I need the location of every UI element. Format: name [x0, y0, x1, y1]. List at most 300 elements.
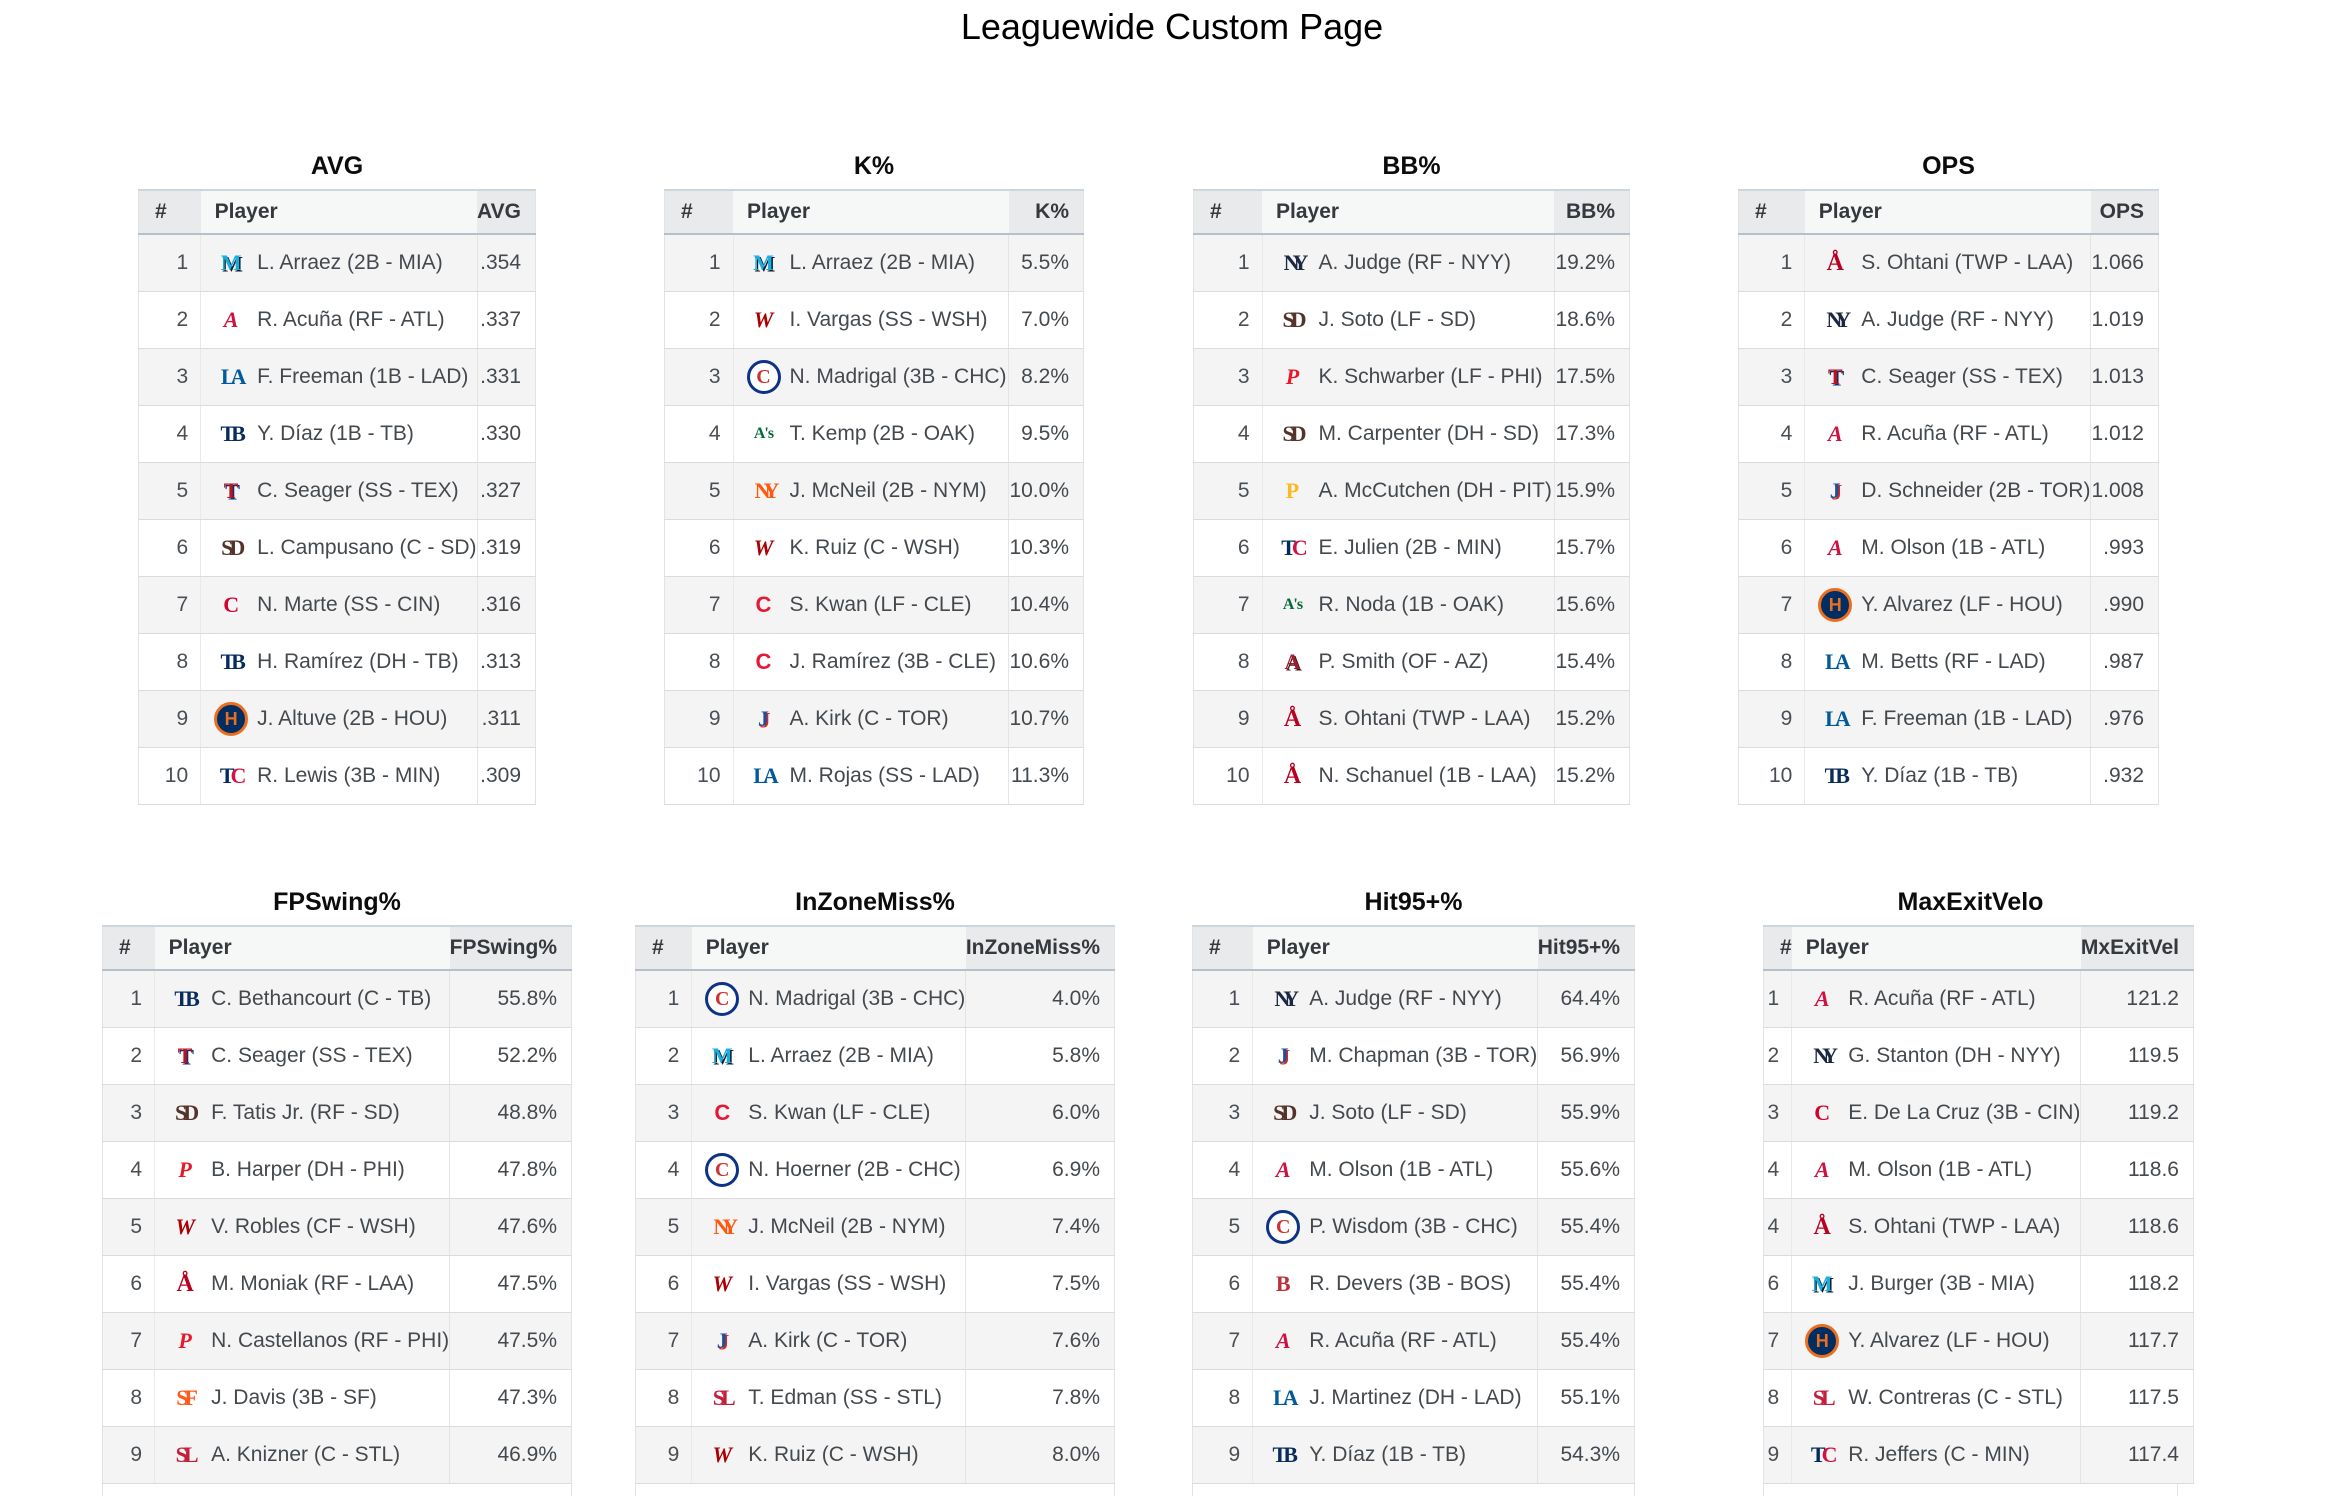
rank-cell: 6	[1193, 1256, 1253, 1313]
player-name: C. Bethancourt (C - TB)	[211, 987, 432, 1010]
player-cell	[1262, 463, 1554, 520]
column-header-player[interactable]: Player	[201, 190, 477, 234]
rank-cell: 7	[1194, 577, 1263, 634]
table-row	[1764, 1028, 2194, 1085]
stat-value: 9.5%	[1009, 406, 1084, 463]
rank-cell: 4	[1739, 406, 1805, 463]
stat-value: .316	[477, 577, 535, 634]
table-row	[1194, 520, 1630, 577]
player-cell	[692, 1028, 966, 1085]
player-cell	[692, 1427, 966, 1484]
header-row	[1193, 926, 1635, 970]
table-row	[1193, 1199, 1635, 1256]
player-name: M. Rojas (SS - LAD)	[789, 764, 980, 787]
player-name: A. Judge (RF - NYY)	[1861, 308, 2054, 331]
player-cell	[1805, 691, 2091, 748]
stat-value: 15.4%	[1554, 634, 1629, 691]
rank-cell: 1	[139, 234, 201, 292]
stat-value: 55.1%	[1538, 1370, 1635, 1427]
team-logo-hou-icon: H	[1818, 588, 1852, 622]
stat-value: .976	[2091, 691, 2159, 748]
column-header-player[interactable]: Player	[1262, 190, 1554, 234]
player-cell	[733, 463, 1009, 520]
table-row	[1194, 349, 1630, 406]
player-cell	[1805, 520, 2091, 577]
rank-cell: 4	[139, 406, 201, 463]
column-header-rank[interactable]: #	[1764, 926, 1792, 970]
player-name: J. Davis (3B - SF)	[211, 1386, 377, 1409]
clipped-row	[102, 1484, 572, 1496]
table-row	[665, 691, 1084, 748]
team-logo-oak-icon: A's	[753, 425, 774, 442]
player-name: R. Noda (1B - OAK)	[1318, 593, 1505, 616]
rank-cell: 1	[1193, 970, 1253, 1028]
player-name: L. Campusano (C - SD)	[257, 536, 477, 559]
table-row	[636, 1313, 1115, 1370]
team-logo-laa-icon: Å	[1826, 250, 1844, 276]
player-cell	[1792, 1028, 2081, 1085]
player-name: S. Kwan (LF - CLE)	[748, 1101, 931, 1124]
table-row	[1193, 1427, 1635, 1484]
rank-cell: 6	[636, 1256, 692, 1313]
rank-cell: 8	[139, 634, 201, 691]
rank-cell: 3	[1764, 1085, 1792, 1142]
column-header-player[interactable]: Player	[155, 926, 450, 970]
rank-cell: 6	[1739, 520, 1805, 577]
table-row	[103, 1085, 572, 1142]
stat-value: 1.066	[2091, 234, 2159, 292]
player-cell	[1792, 1427, 2081, 1484]
table-row	[1739, 577, 2159, 634]
player-name: J. Soto (LF - SD)	[1318, 308, 1477, 331]
team-logo-cle-icon: C	[755, 649, 772, 674]
team-logo-tb-icon: TB	[220, 649, 242, 674]
stat-value: 121.2	[2081, 970, 2194, 1028]
player-cell	[1262, 634, 1554, 691]
column-header-stat[interactable]: OPS	[2091, 190, 2159, 234]
table-row	[1193, 1256, 1635, 1313]
team-logo-sf-icon: SF	[176, 1385, 194, 1410]
stat-value: .932	[2091, 748, 2159, 805]
stat-value: 8.0%	[966, 1427, 1115, 1484]
table-row	[103, 1028, 572, 1085]
player-name: R. Acuña (RF - ATL)	[1309, 1329, 1497, 1352]
column-header-rank[interactable]: #	[139, 190, 201, 234]
stat-table	[664, 149, 1084, 805]
team-logo-tex-icon: T	[223, 478, 239, 503]
leaderboard-table	[138, 189, 536, 805]
rank-cell: 6	[665, 520, 734, 577]
table-title: Hit95+%	[1364, 888, 1463, 916]
table-row	[1739, 406, 2159, 463]
player-cell	[1805, 634, 2091, 691]
table-title: OPS	[1922, 152, 1975, 180]
team-logo-tex-icon: T	[1827, 364, 1843, 389]
team-logo-nyy-icon: NY	[1826, 307, 1845, 332]
team-logo-hou-icon: H	[214, 702, 248, 736]
team-logo-az-icon: A	[1284, 649, 1301, 674]
stat-value: 7.8%	[966, 1370, 1115, 1427]
column-header-rank[interactable]: #	[1193, 926, 1253, 970]
column-header-player[interactable]: Player	[733, 190, 1009, 234]
player-name: J. Martinez (DH - LAD)	[1309, 1386, 1522, 1409]
player-name: R. Lewis (3B - MIN)	[257, 764, 441, 787]
stat-table	[1192, 885, 1635, 1496]
column-header-player[interactable]: Player	[1805, 190, 2091, 234]
header-row	[1194, 190, 1630, 234]
column-header-rank[interactable]: #	[1739, 190, 1805, 234]
column-header-stat[interactable]: Hit95+%	[1538, 926, 1635, 970]
table-row	[103, 1256, 572, 1313]
rank-cell: 1	[103, 970, 155, 1028]
player-cell	[155, 1085, 450, 1142]
table-row	[1764, 1256, 2194, 1313]
table-title: BB%	[1382, 152, 1441, 180]
table-row	[1764, 1142, 2194, 1199]
stat-value: 7.0%	[1009, 292, 1084, 349]
player-name: V. Robles (CF - WSH)	[211, 1215, 416, 1238]
player-cell	[155, 1427, 450, 1484]
rank-cell: 8	[1194, 634, 1263, 691]
player-cell	[733, 748, 1009, 805]
stat-value: 117.5	[2081, 1370, 2194, 1427]
rank-cell: 4	[1764, 1142, 1792, 1199]
player-cell	[692, 1085, 966, 1142]
stat-value: 18.6%	[1554, 292, 1629, 349]
table-title: FPSwing%	[273, 888, 401, 916]
table-row	[1739, 634, 2159, 691]
clipped-row	[635, 1484, 1115, 1496]
table-row	[103, 1142, 572, 1199]
rank-cell: 9	[1764, 1427, 1792, 1484]
player-cell	[733, 406, 1009, 463]
rank-cell: 1	[1764, 970, 1792, 1028]
stat-value: .313	[477, 634, 535, 691]
column-header-stat[interactable]: AVG	[477, 190, 535, 234]
player-cell	[1253, 1085, 1538, 1142]
stat-value: .987	[2091, 634, 2159, 691]
player-cell	[201, 292, 477, 349]
leaderboard-table	[1192, 925, 1635, 1484]
rank-cell: 4	[103, 1142, 155, 1199]
player-name: Y. Díaz (1B - TB)	[1309, 1443, 1467, 1466]
stat-value: 118.6	[2081, 1142, 2194, 1199]
player-cell	[1792, 970, 2081, 1028]
table-row	[1739, 349, 2159, 406]
rank-cell: 3	[103, 1085, 155, 1142]
table-row	[1194, 292, 1630, 349]
header-row	[636, 926, 1115, 970]
rank-cell: 1	[636, 970, 692, 1028]
table-row	[1739, 234, 2159, 292]
player-name: K. Ruiz (C - WSH)	[748, 1443, 919, 1466]
rank-cell: 3	[1194, 349, 1263, 406]
team-logo-hou-icon: H	[1805, 1324, 1839, 1358]
table-row	[1194, 234, 1630, 292]
team-logo-sd-icon: SD	[1273, 1100, 1294, 1125]
table-row	[139, 349, 536, 406]
team-logo-lad-icon: LA	[1272, 1385, 1294, 1410]
player-cell	[155, 1256, 450, 1313]
team-logo-atl-icon: A	[1827, 535, 1843, 560]
stat-value: 52.2%	[450, 1028, 572, 1085]
player-cell	[1805, 463, 2091, 520]
table-row	[1193, 1142, 1635, 1199]
column-header-rank[interactable]: #	[1194, 190, 1263, 234]
player-cell	[733, 634, 1009, 691]
column-header-stat[interactable]: MxExitVel	[2081, 926, 2194, 970]
column-header-stat[interactable]: FPSwing%	[450, 926, 572, 970]
stat-value: 55.4%	[1538, 1199, 1635, 1256]
rank-cell: 7	[1739, 577, 1805, 634]
table-row	[1193, 1028, 1635, 1085]
team-logo-nym-icon: NY	[754, 478, 773, 503]
stat-value: 7.5%	[966, 1256, 1115, 1313]
stat-value: 119.5	[2081, 1028, 2194, 1085]
player-name: F. Freeman (1B - LAD)	[1861, 707, 2073, 730]
player-cell	[1253, 1028, 1538, 1085]
player-name: B. Harper (DH - PHI)	[211, 1158, 405, 1181]
player-name: C. Seager (SS - TEX)	[211, 1044, 413, 1067]
player-name: J. Soto (LF - SD)	[1309, 1101, 1467, 1124]
rank-cell: 3	[665, 349, 734, 406]
player-cell	[155, 1028, 450, 1085]
stat-value: 11.3%	[1009, 748, 1084, 805]
team-logo-cle-icon: C	[755, 592, 772, 617]
player-name: I. Vargas (SS - WSH)	[789, 308, 988, 331]
team-logo-sd-icon: SD	[175, 1100, 196, 1125]
table-body	[1194, 234, 1630, 805]
table-row	[139, 691, 536, 748]
table-body	[1764, 970, 2194, 1484]
table-row	[665, 520, 1084, 577]
rank-cell: 8	[1764, 1370, 1792, 1427]
player-name: S. Kwan (LF - CLE)	[789, 593, 972, 616]
team-logo-chc-icon: C	[747, 360, 781, 394]
player-name: R. Acuña (RF - ATL)	[1861, 422, 2049, 445]
player-cell	[201, 520, 477, 577]
rank-cell: 9	[1739, 691, 1805, 748]
team-logo-stl-icon: SL	[712, 1385, 732, 1410]
rank-cell: 10	[1739, 748, 1805, 805]
player-cell	[155, 970, 450, 1028]
column-header-stat[interactable]: BB%	[1554, 190, 1629, 234]
team-logo-atl-icon: A	[1275, 1328, 1291, 1353]
stat-value: .330	[477, 406, 535, 463]
header-row	[139, 190, 536, 234]
column-header-player[interactable]: Player	[1253, 926, 1538, 970]
player-cell	[1253, 1256, 1538, 1313]
rank-cell: 8	[103, 1370, 155, 1427]
stat-value: 1.012	[2091, 406, 2159, 463]
column-header-player[interactable]: Player	[1792, 926, 2081, 970]
team-logo-atl-icon: A	[1814, 986, 1830, 1011]
stat-value: 17.5%	[1554, 349, 1629, 406]
stat-value: 119.2	[2081, 1085, 2194, 1142]
player-cell	[155, 1199, 450, 1256]
player-cell	[201, 234, 477, 292]
column-header-stat[interactable]: InZoneMiss%	[966, 926, 1115, 970]
rank-cell: 8	[1193, 1370, 1253, 1427]
team-logo-laa-icon: Å	[1283, 706, 1302, 732]
player-cell	[1253, 1313, 1538, 1370]
player-name: K. Ruiz (C - WSH)	[789, 536, 960, 559]
stat-value: 6.0%	[966, 1085, 1115, 1142]
stat-value: 55.4%	[1538, 1256, 1635, 1313]
rank-cell: 7	[1193, 1313, 1253, 1370]
column-header-rank[interactable]: #	[665, 190, 734, 234]
team-logo-phi-icon: P	[1285, 364, 1300, 389]
rank-cell: 7	[636, 1313, 692, 1370]
player-cell	[1792, 1142, 2081, 1199]
player-cell	[1792, 1085, 2081, 1142]
player-name: H. Ramírez (DH - TB)	[257, 650, 459, 673]
rank-cell: 9	[665, 691, 734, 748]
rank-cell: 5	[1194, 463, 1263, 520]
table-row	[139, 292, 536, 349]
player-cell	[201, 577, 477, 634]
table-row	[139, 463, 536, 520]
player-cell	[733, 577, 1009, 634]
leaderboard-table	[664, 189, 1084, 805]
rank-cell: 5	[636, 1199, 692, 1256]
table-row	[1194, 691, 1630, 748]
team-logo-mia-icon: M	[711, 1043, 733, 1068]
table-title: MaxExitVelo	[1897, 888, 2044, 916]
column-header-rank[interactable]: #	[636, 926, 692, 970]
player-name: P. Wisdom (3B - CHC)	[1309, 1215, 1518, 1238]
stat-value: 6.9%	[966, 1142, 1115, 1199]
player-name: Y. Díaz (1B - TB)	[257, 422, 414, 445]
team-logo-atl-icon: A	[223, 307, 239, 332]
rank-cell: 9	[1193, 1427, 1253, 1484]
stat-value: 118.2	[2081, 1256, 2194, 1313]
clipped-row	[1763, 1484, 2178, 1496]
stat-value: .990	[2091, 577, 2159, 634]
table-body	[636, 970, 1115, 1484]
team-logo-wsh-icon: W	[712, 1271, 733, 1296]
stat-value: 55.4%	[1538, 1313, 1635, 1370]
player-name: M. Olson (1B - ATL)	[1309, 1158, 1494, 1181]
stat-value: 55.6%	[1538, 1142, 1635, 1199]
column-header-rank[interactable]: #	[103, 926, 155, 970]
team-logo-sd-icon: SD	[221, 535, 242, 560]
table-row	[636, 1427, 1115, 1484]
team-logo-min-icon: T C	[219, 763, 243, 788]
rank-cell: 6	[103, 1256, 155, 1313]
player-name: J. McNeil (2B - NYM)	[789, 479, 987, 502]
team-logo-min-icon: T C	[1281, 535, 1304, 560]
team-logo-chc-icon: C	[705, 982, 739, 1016]
rank-cell: 2	[139, 292, 201, 349]
table-row	[1764, 1313, 2194, 1370]
player-cell	[1253, 1370, 1538, 1427]
column-header-stat[interactable]: K%	[1009, 190, 1084, 234]
rank-cell: 4	[1194, 406, 1263, 463]
rank-cell: 7	[103, 1313, 155, 1370]
stat-value: .331	[477, 349, 535, 406]
rank-cell: 8	[665, 634, 734, 691]
player-cell	[1262, 520, 1554, 577]
stat-value: .319	[477, 520, 535, 577]
table-row	[1764, 1427, 2194, 1484]
team-logo-lad-icon: LA	[1825, 649, 1846, 674]
table-row	[1739, 292, 2159, 349]
rank-cell: 2	[1194, 292, 1263, 349]
player-name: M. Moniak (RF - LAA)	[211, 1272, 415, 1295]
player-name: Y. Díaz (1B - TB)	[1861, 764, 2019, 787]
player-name: N. Madrigal (3B - CHC)	[789, 365, 1007, 388]
table-row	[665, 406, 1084, 463]
player-cell	[1262, 292, 1554, 349]
table-body	[103, 970, 572, 1484]
player-name: J. Burger (3B - MIA)	[1848, 1272, 2035, 1295]
team-logo-oak-icon: A's	[1282, 596, 1303, 613]
player-cell	[1805, 748, 2091, 805]
table-row	[139, 406, 536, 463]
player-cell	[1805, 406, 2091, 463]
player-name: M. Olson (1B - ATL)	[1848, 1158, 2033, 1181]
player-name: C. Seager (SS - TEX)	[1861, 365, 2063, 388]
player-cell	[733, 234, 1009, 292]
stat-value: 47.6%	[450, 1199, 572, 1256]
table-title: AVG	[310, 152, 364, 180]
stat-value: 10.0%	[1009, 463, 1084, 520]
stat-table	[1738, 149, 2159, 805]
stat-value: 1.008	[2091, 463, 2159, 520]
table-row	[1194, 634, 1630, 691]
rank-cell: 8	[1739, 634, 1805, 691]
player-cell	[1262, 748, 1554, 805]
stat-value: 47.3%	[450, 1370, 572, 1427]
table-row	[1739, 520, 2159, 577]
player-cell	[1262, 349, 1554, 406]
rank-cell: 10	[665, 748, 734, 805]
table-row	[1193, 1085, 1635, 1142]
rank-cell: 1	[1739, 234, 1805, 292]
player-cell	[1253, 1142, 1538, 1199]
stat-value: 56.9%	[1538, 1028, 1635, 1085]
player-cell	[692, 1370, 966, 1427]
player-cell	[201, 349, 477, 406]
table-body	[1739, 234, 2159, 805]
stat-value: 1.013	[2091, 349, 2159, 406]
rank-cell: 7	[1764, 1313, 1792, 1370]
stat-value: 54.3%	[1538, 1427, 1635, 1484]
rank-cell: 5	[103, 1199, 155, 1256]
player-name: R. Acuña (RF - ATL)	[257, 308, 445, 331]
player-cell	[692, 1142, 966, 1199]
rank-cell: 3	[1193, 1085, 1253, 1142]
player-name: J. Ramírez (3B - CLE)	[789, 650, 997, 673]
player-name: S. Ohtani (TWP - LAA)	[1318, 707, 1531, 730]
team-logo-bos-icon: B	[1275, 1271, 1291, 1296]
column-header-player[interactable]: Player	[692, 926, 966, 970]
rank-cell: 6	[139, 520, 201, 577]
rank-cell: 5	[665, 463, 734, 520]
rank-cell: 4	[1764, 1199, 1792, 1256]
player-cell	[201, 748, 477, 805]
player-cell	[155, 1313, 450, 1370]
player-name: S. Ohtani (TWP - LAA)	[1848, 1215, 2061, 1238]
stat-value: 5.8%	[966, 1028, 1115, 1085]
player-name: A. Judge (RF - NYY)	[1309, 987, 1502, 1010]
clipped-row	[1192, 1484, 1635, 1496]
rank-cell: 1	[1194, 234, 1263, 292]
player-name: D. Schneider (2B - TOR)	[1861, 479, 2091, 502]
team-logo-cle-icon: C	[714, 1100, 731, 1125]
player-cell	[1805, 234, 2091, 292]
